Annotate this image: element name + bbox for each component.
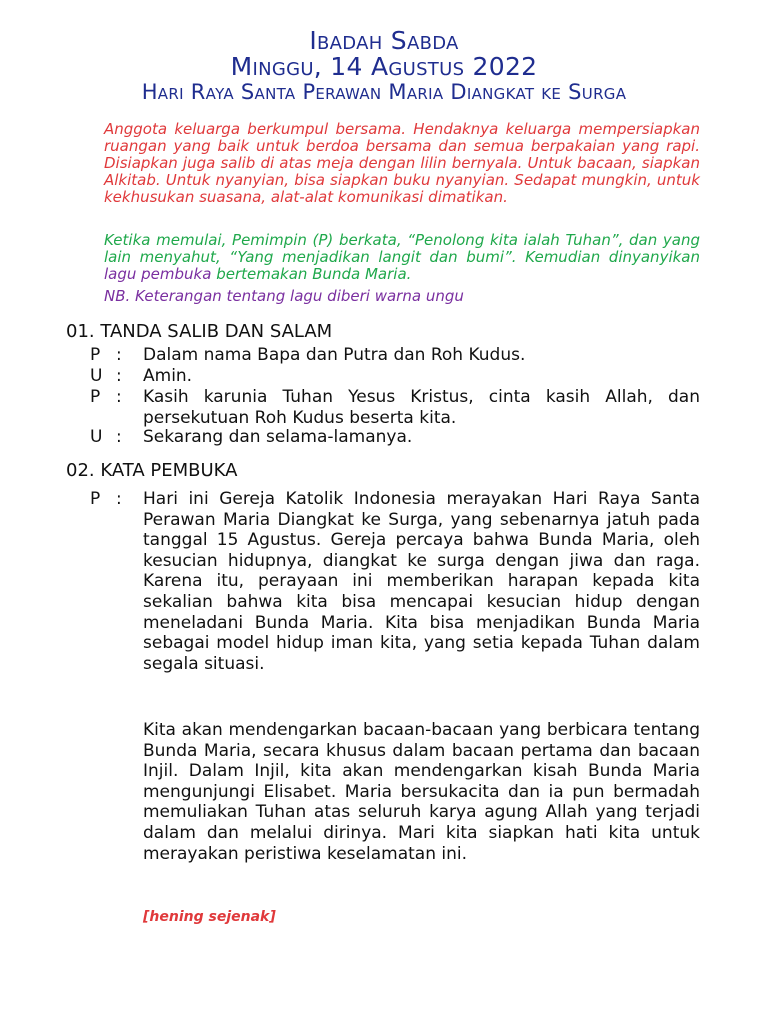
feast-title: Hari Raya Santa Perawan Maria Diangkat ke Surga [141, 80, 627, 104]
note-song-color: NB. Keterangan tentang lagu diberi warna ungu [104, 287, 464, 305]
speaker-colon: : [116, 387, 122, 407]
dialog-text: Dalam nama Bapa dan Putra dan Roh Kudus. [143, 345, 526, 365]
document-date: Minggu, 14 Agustus 2022 [230, 52, 538, 81]
dialog-text: Amin. [143, 366, 193, 386]
speaker-colon: : [116, 345, 122, 365]
instruction-opening-theme: bertemakan Bunda Maria. [211, 265, 412, 283]
dialog-text: Kasih karunia Tuhan Yesus Kristus, cinta kasih Allah, dan persekutuan Roh Kudus beserta kita. [143, 387, 700, 428]
silence-rubric: [hening sejenak] [143, 909, 276, 925]
speaker-colon: : [116, 489, 122, 509]
opening-paragraph-1: Hari ini Gereja Katolik Indonesia merayakan Hari Raya Santa Perawan Maria Diangkat ke Surga, yang sebenarnya jatuh pada tanggal 15 Agustus. Gereja percaya bahwa Bunda Maria, oleh kesucian hidupnya, diangkat ke surga dengan jiwa dan raga. Karena itu, perayaan ini memberikan harapan kepada kita sekalian bahwa kita bisa mencapai kesucian hidup dengan meneladani Bunda Maria. Kita bisa menjadikan Bunda Maria sebagai model hidup iman kita, yang setia kepada Tuhan dalam segala situasi. [143, 489, 700, 674]
speaker-colon: : [116, 366, 122, 386]
speaker-colon: : [116, 427, 122, 447]
document-title: Ibadah Sabda [309, 26, 459, 55]
dialog-text: Sekarang dan selama-lamanya. [143, 427, 413, 447]
speaker-label: P [90, 345, 101, 365]
section-title-opening-words: 02. KATA PEMBUKA [66, 460, 238, 481]
speaker-label: P [90, 387, 101, 407]
section-title-sign-of-cross: 01. TANDA SALIB DAN SALAM [66, 321, 333, 342]
speaker-label: U [90, 427, 103, 447]
instruction-preparation: Anggota keluarga berkumpul bersama. Hendaknya keluarga mempersiapkan ruangan yang baik untuk berdoa bersama dan semua berpakaian yang rapi. Disiapkan juga salib di atas meja dengan lilin bernyala. Untuk bacaan, siapkan Alkitab. Untuk nyanyian, bisa siapkan buku nyanyian. Sedapat mungkin, untuk kekhusukan suasana, alat-alat komunikasi dimatikan. [104, 120, 700, 206]
speaker-label: P [90, 489, 101, 509]
instruction-opening-song: lagu pembuka [104, 265, 212, 283]
instruction-opening [104, 232, 700, 283]
opening-paragraph-2: Kita akan mendengarkan bacaan-bacaan yang berbicara tentang Bunda Maria, secara khusus dalam bacaan pertama dan bacaan Injil. Dalam Injil, kita akan mendengarkan kisah Bunda Maria mengunjungi Elisabet. Maria bersukacita dan ia pun bermadah memuliakan Tuhan atas seluruh karya agung Allah yang terjadi dalam dan melalui dirinya. Mari kita siapkan hati kita untuk merayakan peristiwa keselamatan ini. [143, 720, 700, 864]
speaker-label: U [90, 366, 103, 386]
instruction-opening-text: Ketika memulai, Pemimpin (P) berkata, “Penolong kita ialah Tuhan”, dan yang lain menyahut, “Yang menjadikan langit dan bumi”. Kemudian dinyanyikan [104, 231, 700, 266]
